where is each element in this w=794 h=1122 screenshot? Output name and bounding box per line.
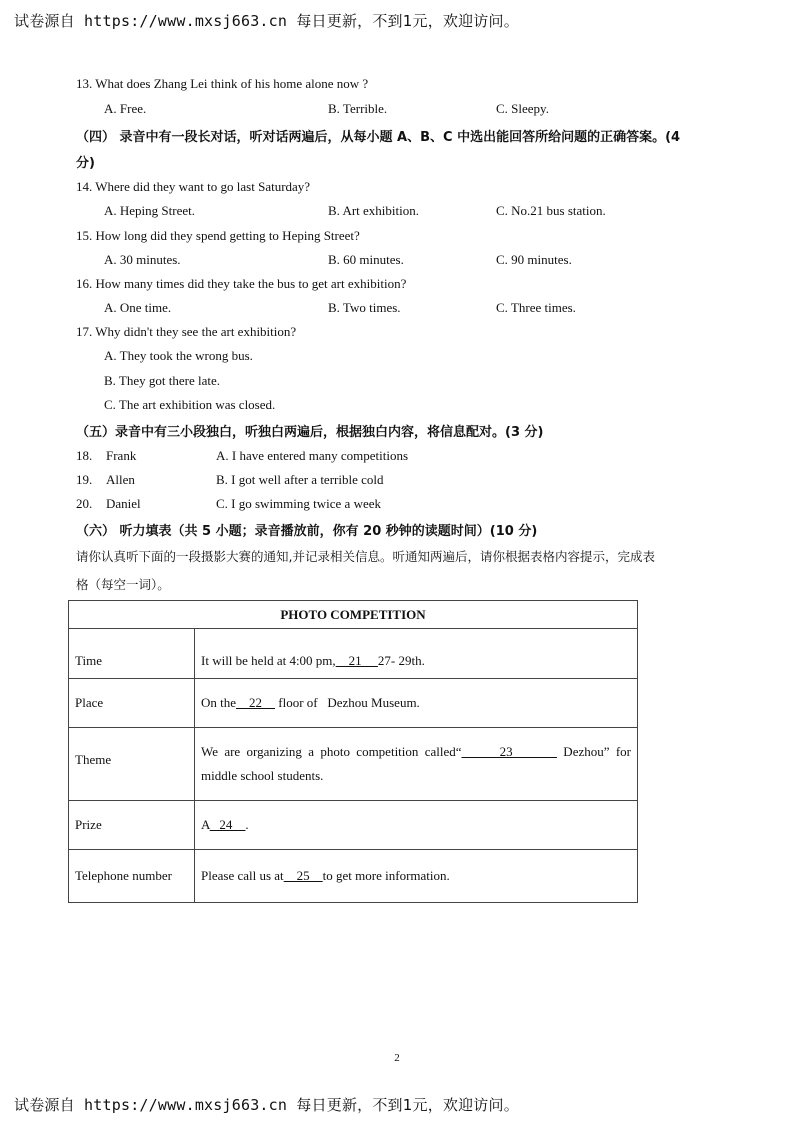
blank-22: 22	[236, 695, 276, 710]
page-number: 2	[394, 1052, 400, 1064]
source-label: 试卷源自	[14, 12, 75, 30]
table-row-telephone	[69, 850, 638, 903]
match-option-a: A. I have entered many competitions	[216, 448, 409, 463]
label-telephone: Telephone number	[69, 850, 195, 903]
section-6-heading: （六） 听力填表（共 5 小题；录音播放前，你有 20 秒钟的读题时间）(10 分)	[76, 524, 538, 539]
q14-option-c: C. No.21 bus station.	[496, 203, 606, 218]
place-text-post: floor of Dezhou Museum.	[275, 695, 420, 710]
value-theme	[195, 728, 638, 801]
theme-text-post: Dezhou” for	[556, 744, 632, 759]
time-text-post: 27- 29th.	[377, 652, 425, 668]
table-row-time	[69, 629, 638, 679]
table-row-prize	[69, 801, 638, 850]
q15-option-a: A. 30 minutes.	[104, 252, 181, 267]
q15-option-c: C. 90 minutes.	[496, 252, 572, 267]
label-place: Place	[69, 679, 195, 728]
prize-text-pre: A	[201, 817, 210, 832]
page-footer	[14, 1094, 519, 1115]
q13-option-c: C. Sleepy.	[496, 101, 549, 116]
q16-option-a: A. One time.	[104, 300, 172, 315]
table-title: PHOTO COMPETITION	[69, 601, 638, 629]
q14-option-a: A. Heping Street.	[104, 203, 195, 218]
value-telephone	[195, 850, 638, 903]
header-slogan: 每日更新，不到1元，欢迎访问。	[296, 12, 519, 30]
table-row-place	[69, 679, 638, 728]
q13-option-a: A. Free.	[104, 101, 147, 116]
place-text-pre: On the	[201, 695, 237, 710]
footer-source-label: 试卷源自	[14, 1096, 75, 1114]
section-6-instruction-cont: 格（每空一词）。	[76, 577, 170, 592]
question-13: 13. What does Zhang Lei think of his home alone now ?	[76, 76, 369, 91]
table-row-theme	[69, 728, 638, 801]
theme-line-2: middle school students.	[201, 768, 324, 783]
label-theme: Theme	[69, 728, 195, 801]
match-option-b: B. I got well after a terrible cold	[216, 472, 384, 487]
section-5-heading: （五）录音中有三小段独白，听独白两遍后，根据独白内容，将信息配对。(3 分)	[76, 425, 544, 440]
photo-competition-table	[68, 600, 638, 903]
section-4-heading: （四） 录音中有一段长对话，听对话两遍后，从每小题 A、B、C 中选出能回答所给问题的正确答案。(4	[76, 130, 681, 145]
footer-slogan: 每日更新，不到1元，欢迎访问。	[296, 1096, 519, 1114]
blank-25: 25	[283, 868, 323, 883]
page-header	[14, 10, 519, 31]
blank-24: 24	[209, 817, 246, 832]
label-time: Time	[69, 629, 195, 679]
q14-option-b: B. Art exhibition.	[328, 203, 419, 218]
value-prize	[195, 801, 638, 850]
question-14: 14. Where did they want to go last Saturday?	[76, 179, 311, 194]
match-18-name: Frank	[106, 448, 137, 463]
section-6-instruction: 请你认真听下面的一段摄影大赛的通知,并记录相关信息。听通知两遍后，请你根据表格内容提示，完成表	[76, 549, 655, 564]
source-url[interactable]: https://www.mxsj663.cn	[84, 12, 288, 30]
value-place	[195, 679, 638, 728]
q17-option-a: A. They took the wrong bus.	[104, 348, 253, 363]
section-4-heading-cont: 分)	[76, 156, 95, 171]
label-prize: Prize	[69, 801, 195, 850]
match-20-name: Daniel	[106, 496, 141, 511]
match-option-c: C. I go swimming twice a week	[216, 496, 381, 511]
match-18-num: 18.	[76, 448, 93, 463]
value-time	[195, 629, 638, 679]
tel-text-post: to get more information.	[322, 868, 450, 883]
q16-option-b: B. Two times.	[328, 300, 401, 315]
theme-text-pre: We are organizing a photo competition called“	[201, 744, 462, 759]
q17-option-c: C. The art exhibition was closed.	[104, 397, 276, 412]
q17-option-b: B. They got there late.	[104, 373, 221, 388]
blank-23: 23	[461, 744, 557, 759]
match-19-num: 19.	[76, 472, 93, 487]
match-19-name: Allen	[106, 472, 135, 487]
match-20-num: 20.	[76, 496, 93, 511]
theme-line-1	[201, 740, 631, 764]
prize-text-post: .	[245, 817, 249, 832]
q16-option-c: C. Three times.	[496, 300, 576, 315]
q15-option-b: B. 60 minutes.	[328, 252, 404, 267]
blank-21: 21	[335, 652, 378, 668]
question-16: 16. How many times did they take the bus to get art exhibition?	[76, 276, 407, 291]
footer-source-url[interactable]: https://www.mxsj663.cn	[84, 1096, 288, 1114]
question-17: 17. Why didn't they see the art exhibition?	[76, 324, 297, 339]
tel-text-pre: Please call us at	[201, 868, 284, 883]
q13-option-b: B. Terrible.	[328, 101, 388, 116]
time-text-pre: It will be held at 4:00 pm,	[201, 652, 336, 668]
question-15: 15. How long did they spend getting to Heping Street?	[76, 228, 360, 243]
